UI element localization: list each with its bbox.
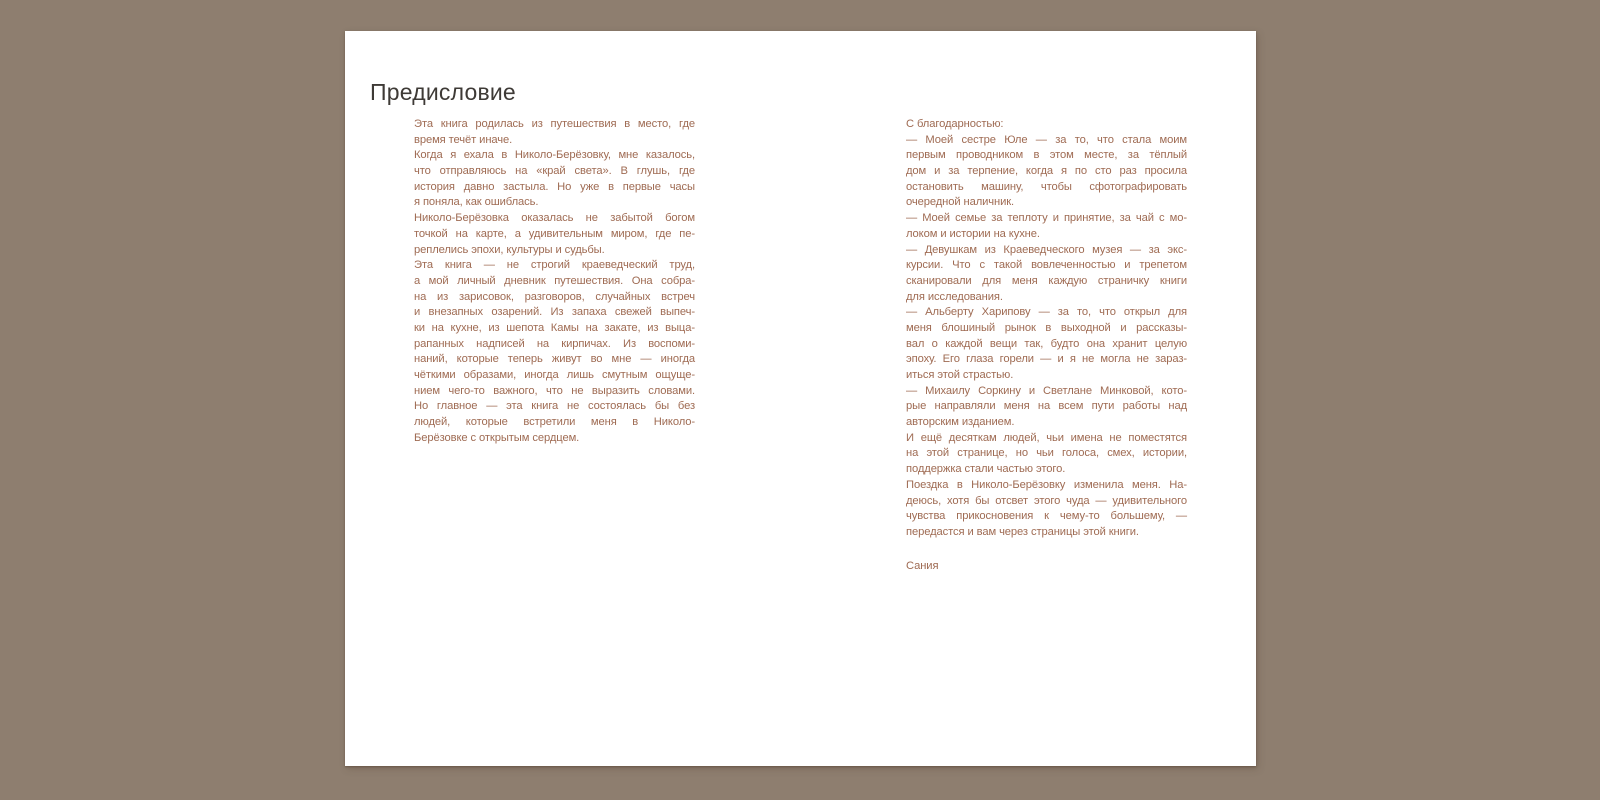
text-line: передастся и вам через страницы этой книги. <box>906 525 1139 538</box>
text-line: реплелись эпохи, культуры и судьбы. <box>414 243 605 256</box>
text-line: ки на кухне, из шепота Камы на закате, из выца- <box>414 321 695 334</box>
text-line: рапанных надписей на кирпичах. Из воспоми- <box>414 337 695 350</box>
text-line: Но главное — эта книга не состоялась бы без <box>414 400 695 413</box>
text-line: Эта книга родилась из путешествия в место, где <box>414 118 695 130</box>
text-line: чувства прикосновения к чему-то большему, — <box>906 510 1187 523</box>
text-line: история давно застыла. Но уже в первые часы <box>414 180 695 193</box>
text-line: наний, которые теперь живут во мне — иногда <box>414 353 695 366</box>
text-line: сканировали для меня каждую страничку книги <box>906 274 1187 287</box>
text-line: — Альберту Харипову — за то, что открыл для <box>906 306 1187 319</box>
text-line: поддержка стали частью этого. <box>906 463 1066 476</box>
text-line: меня блошиный рынок в выходной и рассказы- <box>906 321 1187 334</box>
text-line: иться этой страстью. <box>906 369 1014 381</box>
text-line: для исследования. <box>906 290 1003 303</box>
text-line: — Девушкам из Краеведческого музея — за экс- <box>906 243 1187 256</box>
text-line: авторским изданием. <box>906 416 1015 429</box>
text-line: вал о каждой вещи так, будто она хранит целую <box>906 337 1187 350</box>
text-line: локом и истории на кухне. <box>906 227 1040 240</box>
text-line: Берёзовке с открытым сердцем. <box>414 431 580 444</box>
text-line: деюсь, хотя бы отсвет этого чуда — удивительного <box>906 494 1187 507</box>
text-line: на этой странице, но чьи голоса, смех, истории, <box>906 447 1187 460</box>
text-line: точкой на карте, а удивительным миром, где пе- <box>414 227 695 240</box>
text-line: очередной наличник. <box>906 196 1015 209</box>
left-text-column <box>414 117 695 446</box>
text-line: а мой личный дневник путешествия. Она собра- <box>414 274 695 287</box>
text-line: С благодарностью: <box>906 118 1004 130</box>
author-signature: Сания <box>906 559 939 572</box>
text-line: время течёт иначе. <box>414 133 513 146</box>
text-line: нием чего-то важного, что не выразить словами. <box>414 384 695 397</box>
text-line: эпоху. Его глаза горели — и я не могла не зараз- <box>906 353 1187 366</box>
text-line: что отправляюсь на «край света». В глушь, где <box>414 165 695 178</box>
text-line: — Михаилу Соркину и Светлане Минковой, кото- <box>906 384 1187 397</box>
text-line: И ещё десяткам людей, чьи имена не поместятся <box>906 431 1187 444</box>
text-line: первым проводником в этом месте, за тёплый <box>906 149 1187 162</box>
text-line: на из зарисовок, разговоров, случайных встреч <box>414 290 695 303</box>
text-line: Поездка в Николо-Берёзовку изменила меня. На- <box>906 478 1187 491</box>
text-line: Эта книга — не строгий краеведческий труд, <box>414 259 695 272</box>
text-line: рые направляли меня на всем пути работы над <box>906 400 1187 413</box>
page-title: Предисловие <box>370 79 516 105</box>
text-line: курсии. Что с такой вовлеченностью и трепетом <box>906 259 1187 272</box>
text-line: — Моей семье за теплоту и принятие, за чай с мо- <box>906 212 1187 225</box>
text-line: чёткими образами, иногда лишь смутным ощуще- <box>414 369 695 381</box>
right-text-column <box>906 117 1187 574</box>
text-line: остановить машину, чтобы сфотографировать <box>906 180 1187 193</box>
text-line: Когда я ехала в Николо-Берёзовку, мне казалось, <box>414 149 695 162</box>
text-line: я поняла, как ошиблась. <box>414 196 539 209</box>
text-line: дом и за терпение, когда я по сто раз просила <box>906 165 1187 178</box>
text-line: людей, которые встретили меня в Николо- <box>414 416 695 429</box>
text-line: — Моей сестре Юле — за то, что стала моим <box>906 133 1187 146</box>
text-line: и внезапных озарений. Из запаха свежей выпеч- <box>414 306 695 319</box>
text-line: Николо-Берёзовка оказалась не забытой богом <box>414 212 695 225</box>
book-page <box>345 31 1256 766</box>
